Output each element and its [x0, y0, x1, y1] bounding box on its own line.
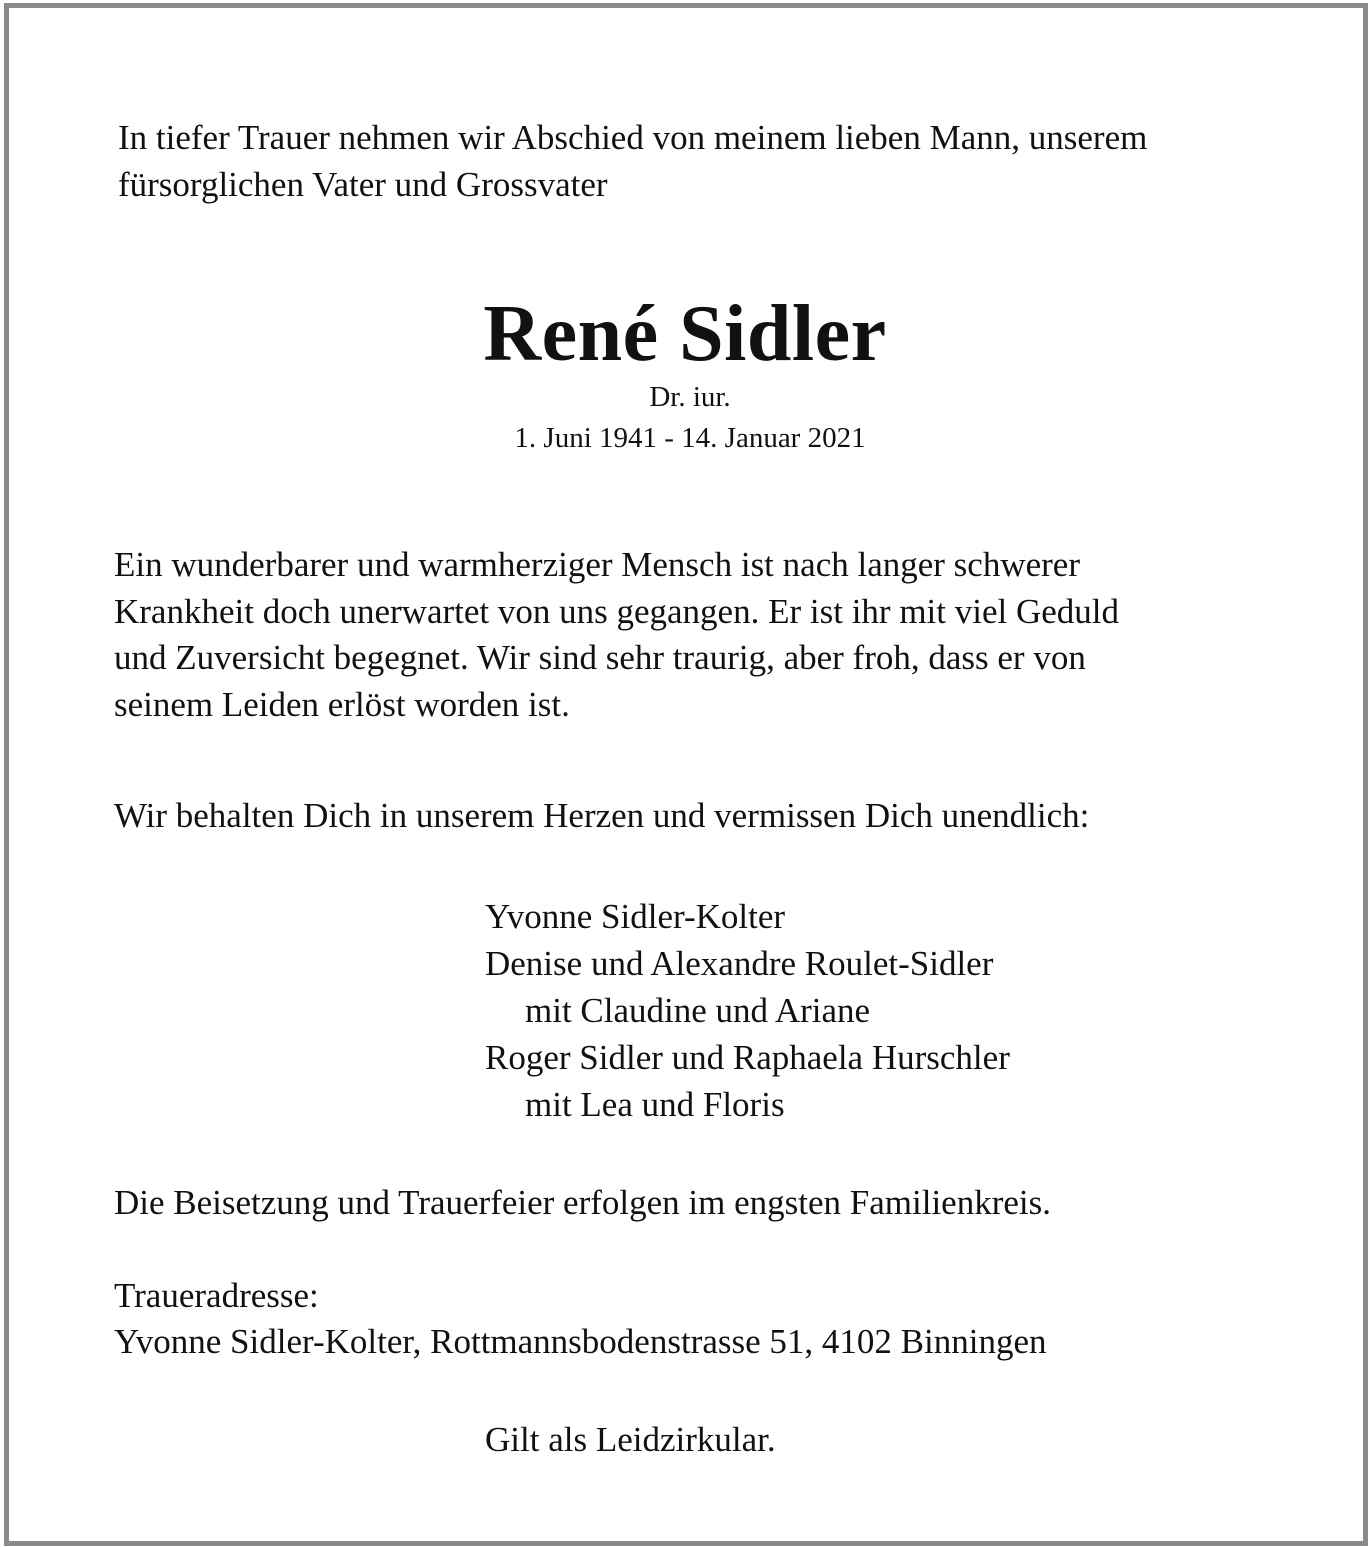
intro-line: In tiefer Trauer nehmen wir Abschied von meinem lieben Mann, unserem [118, 118, 1148, 157]
mourner-name: Yvonne Sidler-Kolter [485, 897, 786, 936]
closing-text: Wir behalten Dich in unserem Herzen und vermissen Dich unendlich: [114, 796, 1090, 835]
intro-text [118, 114, 1147, 208]
funeral-note: Die Beisetzung und Trauerfeier erfolgen im engsten Familienkreis. [114, 1183, 1051, 1222]
mourners-list [485, 893, 1010, 1128]
circular-note: Gilt als Leidzirkular. [485, 1420, 776, 1459]
mourner-name: Denise und Alexandre Roulet-Sidler [485, 944, 994, 983]
message-line: Ein wunderbarer und warmherziger Mensch ist nach langer schwerer [114, 545, 1080, 584]
deceased-name: René Sidler [483, 290, 887, 378]
message-text [114, 542, 1119, 728]
mourner-children: mit Claudine und Ariane [525, 991, 871, 1030]
message-line: Krankheit doch unerwartet von uns gegangen. Er ist ihr mit viel Geduld [114, 591, 1120, 631]
life-dates: 1. Juni 1941 - 14. Januar 2021 [514, 422, 866, 454]
deceased-title: Dr. iur. [649, 381, 731, 413]
mourning-address [114, 1273, 1046, 1365]
mourner-name: Roger Sidler und Raphaela Hurschler [485, 1038, 1010, 1077]
message-line: seinem Leiden erlöst worden ist. [114, 684, 570, 724]
message-line: und Zuversicht begegnet. Wir sind sehr traurig, aber froh, dass er von [114, 638, 1086, 677]
address-value: Yvonne Sidler-Kolter, Rottmannsbodenstrasse 51, 4102 Binningen [114, 1322, 1047, 1361]
address-label: Traueradresse: [114, 1276, 319, 1315]
mourner-children: mit Lea und Floris [525, 1085, 785, 1124]
intro-line: fürsorglichen Vater und Grossvater [118, 165, 608, 204]
